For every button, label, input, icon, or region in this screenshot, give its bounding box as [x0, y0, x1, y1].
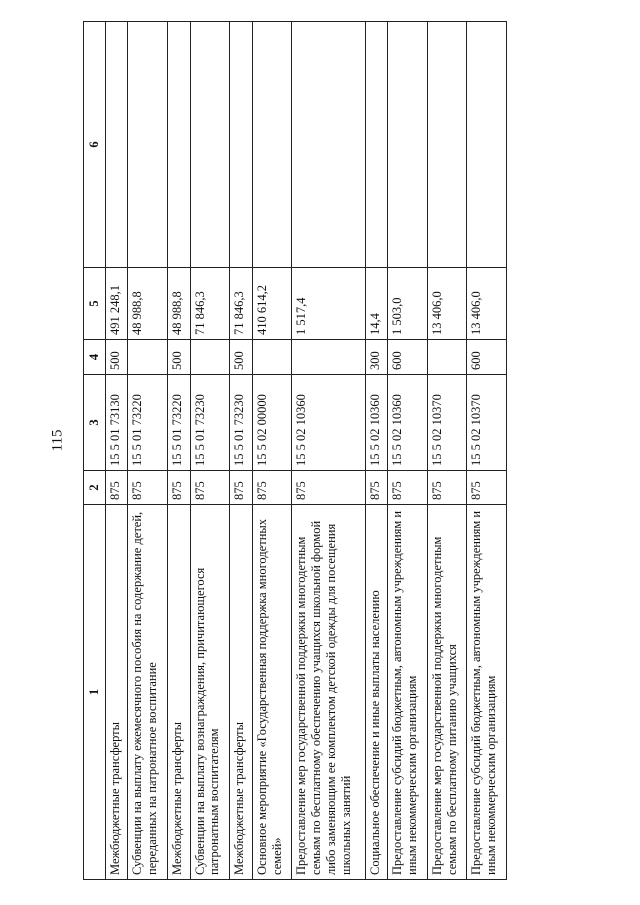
- row-name: Субвенции на выплату ежемесячного пособия на содержание детей, переданных на патронатное воспитание: [128, 505, 168, 880]
- table-row: [427, 22, 467, 880]
- row-target-article: 15 5 02 10360: [365, 375, 388, 471]
- row-amount: 71 846,3: [230, 268, 253, 340]
- row-col-6: [128, 22, 168, 268]
- row-expense-type: [252, 340, 292, 375]
- row-target-article: 15 5 02 10360: [388, 375, 428, 471]
- row-amount: 1 517,4: [292, 268, 365, 340]
- row-name: Межбюджетные трансферты: [105, 505, 128, 880]
- row-ministry-code: 875: [292, 471, 365, 505]
- row-ministry-code: 875: [252, 471, 292, 505]
- row-ministry-code: 875: [365, 471, 388, 505]
- row-col-6: [167, 22, 190, 268]
- row-name: Межбюджетные трансферты: [230, 505, 253, 880]
- table-row: [105, 22, 128, 880]
- row-amount: 1 503,0: [388, 268, 428, 340]
- row-col-6: [252, 22, 292, 268]
- row-name: Межбюджетные трансферты: [167, 505, 190, 880]
- row-col-6: [427, 22, 467, 268]
- header-col-4: 4: [84, 340, 106, 375]
- row-amount: 491 248,1: [105, 268, 128, 340]
- row-target-article: 15 5 01 73230: [190, 375, 230, 471]
- header-col-5: 5: [84, 268, 106, 340]
- row-ministry-code: 875: [388, 471, 428, 505]
- rotated-table-container: [83, 22, 507, 880]
- row-target-article: 15 5 02 10360: [292, 375, 365, 471]
- row-amount: 71 846,3: [190, 268, 230, 340]
- row-target-article: 15 5 02 10370: [467, 375, 507, 471]
- row-amount: 13 406,0: [467, 268, 507, 340]
- row-col-6: [467, 22, 507, 268]
- table-row: [467, 22, 507, 880]
- row-col-6: [388, 22, 428, 268]
- row-ministry-code: 875: [427, 471, 467, 505]
- row-col-6: [292, 22, 365, 268]
- row-target-article: 15 5 01 73220: [128, 375, 168, 471]
- row-target-article: 15 5 01 73230: [230, 375, 253, 471]
- row-col-6: [105, 22, 128, 268]
- row-col-6: [190, 22, 230, 268]
- row-name: Предоставление субсидий бюджетным, автономным учреждениям и иным некоммерческим организациям: [467, 505, 507, 880]
- row-expense-type: 500: [230, 340, 253, 375]
- row-amount: 410 614,2: [252, 268, 292, 340]
- row-name: Предоставление субсидий бюджетным, автономным учреждениям и иным некоммерческим организациям: [388, 505, 428, 880]
- header-col-6: 6: [84, 22, 106, 268]
- page-number: 115: [49, 429, 66, 452]
- row-expense-type: 300: [365, 340, 388, 375]
- header-col-2: 2: [84, 471, 106, 505]
- row-col-6: [365, 22, 388, 268]
- row-expense-type: [292, 340, 365, 375]
- row-target-article: 15 5 02 10370: [427, 375, 467, 471]
- row-expense-type: [190, 340, 230, 375]
- row-name: Предоставление мер государственной поддержки многодетным семьям по бесплатному питанию учащихся: [427, 505, 467, 880]
- row-name: Предоставление мер государственной поддержки многодетным семьям по бесплатному обеспечению учащихся школьной формой либо заменяющим ее комплектом детской одежды для посещения школьных занятий: [292, 505, 365, 880]
- row-amount: 14,4: [365, 268, 388, 340]
- row-ministry-code: 875: [105, 471, 128, 505]
- table-row: [365, 22, 388, 880]
- budget-table: [83, 21, 507, 880]
- row-expense-type: 500: [105, 340, 128, 375]
- table-row: [190, 22, 230, 880]
- row-name: Социальное обеспечение и иные выплаты населению: [365, 505, 388, 880]
- row-ministry-code: 875: [190, 471, 230, 505]
- row-expense-type: 600: [388, 340, 428, 375]
- row-col-6: [230, 22, 253, 268]
- row-amount: 48 988,8: [167, 268, 190, 340]
- table-row: [292, 22, 365, 880]
- row-target-article: 15 5 01 73130: [105, 375, 128, 471]
- header-col-1: 1: [84, 505, 106, 880]
- table-header-row: [84, 22, 106, 880]
- row-expense-type: [128, 340, 168, 375]
- row-expense-type: [427, 340, 467, 375]
- header-col-3: 3: [84, 375, 106, 471]
- table-row: [252, 22, 292, 880]
- row-ministry-code: 875: [128, 471, 168, 505]
- row-ministry-code: 875: [230, 471, 253, 505]
- row-amount: 13 406,0: [427, 268, 467, 340]
- table-row: [388, 22, 428, 880]
- row-name: Основное мероприятие «Государственная поддержка многодетных семей»: [252, 505, 292, 880]
- row-target-article: 15 5 01 73220: [167, 375, 190, 471]
- row-expense-type: 600: [467, 340, 507, 375]
- table-row: [167, 22, 190, 880]
- row-ministry-code: 875: [467, 471, 507, 505]
- row-target-article: 15 5 02 00000: [252, 375, 292, 471]
- table-row: [128, 22, 168, 880]
- row-expense-type: 500: [167, 340, 190, 375]
- table-row: [230, 22, 253, 880]
- row-ministry-code: 875: [167, 471, 190, 505]
- row-name: Субвенции на выплату вознаграждения, причитающегося патронатным воспитателям: [190, 505, 230, 880]
- row-amount: 48 988,8: [128, 268, 168, 340]
